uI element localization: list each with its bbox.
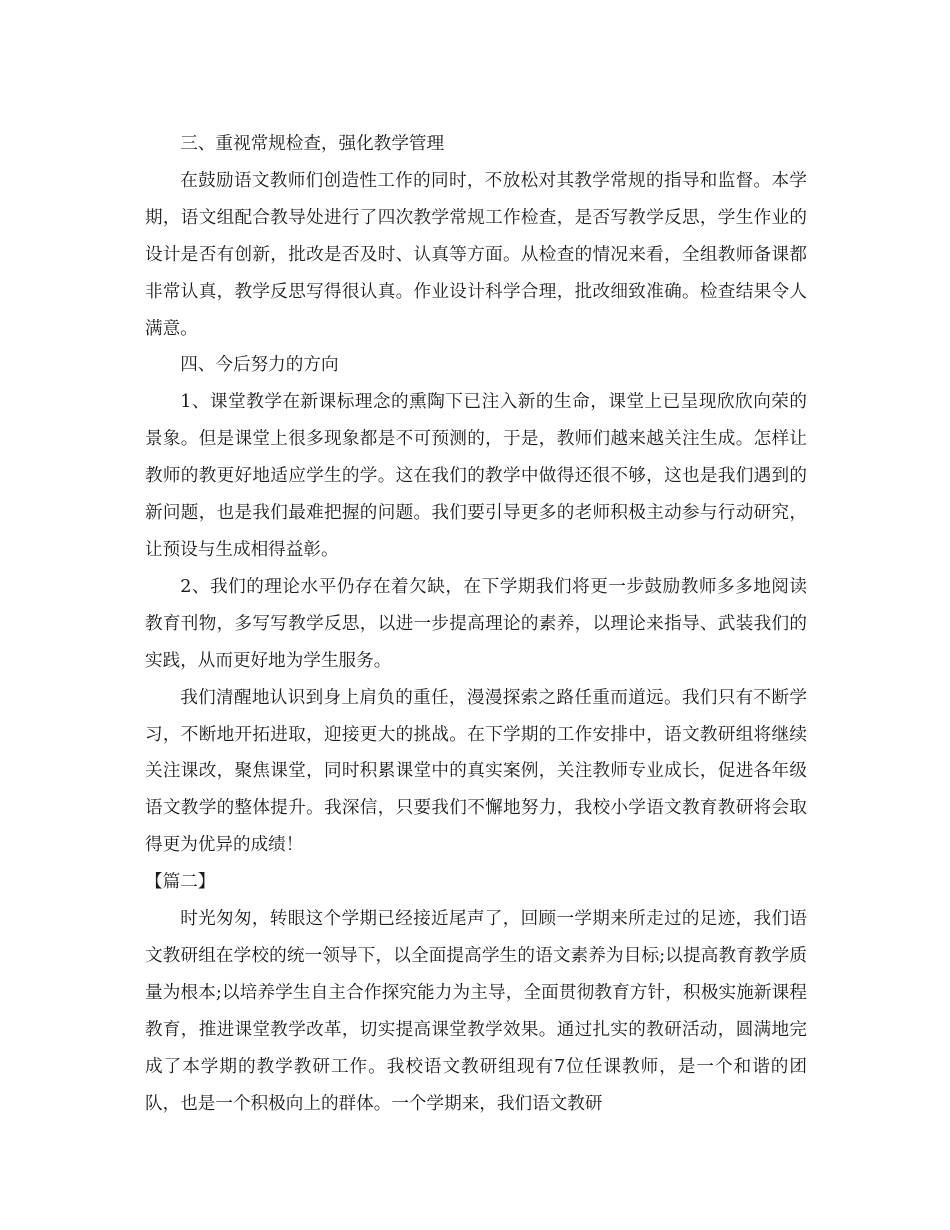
- paragraph-part-2-intro: 时光匆匆，转眼这个学期已经接近尾声了，回顾一学期来所走过的足迹，我们语文教研组在学校的统一领导下，以全面提高学生的语文素养为目标;以提高教育教学质量为根本;以培养学生自主合作探究能力为主导，全面贯彻教育方针，积极实施新课程教育，推进课堂教学改革，切实提高课堂教学效果。通过扎实的教研活动，圆满地完成了本学期的教学教研工作。我校语文教研组现有7位任课教师，是一个和谐的团队，也是一个积极向上的群体。一个学期来，我们语文教研: [145, 909, 807, 1114]
- section-heading-4: 四、今后努力的方向: [180, 355, 339, 376]
- paragraph-point-1: 1、课堂教学在新课标理念的熏陶下已注入新的生命，课堂上已呈现欣欣向荣的景象。但是课堂上很多现象都是不可预测的，于是，教师们越来越关注生成。怎样让教师的教更好地适应学生的学。这在我们的教学中做得还很不够，这也是我们遇到的新问题，也是我们最难把握的问题。我们要引导更多的老师积极主动参与行动研究，让预设与生成相得益彰。: [145, 392, 807, 560]
- paragraph-point-2: 2、我们的理论水平仍存在着欠缺，在下学期我们将更一步鼓励教师多多地阅读教育刊物，多写写教学反思，以进一步提高理论的素养，以理论来指导、武装我们的实践，从而更好地为学生服务。: [145, 576, 807, 671]
- section-heading-3: 三、重视常规检查，强化教学管理: [180, 134, 445, 154]
- document-page: [145, 126, 807, 1122]
- paragraph-routine-check: 在鼓励语文教师们创造性工作的同时，不放松对其教学常规的指导和监督。本学期，语文组配合教导处进行了四次教学常规工作检查，是否写教学反思，学生作业的设计是否有创新，批改是否及时、认真等方面。从检查的情况来看，全组教师备课都非常认真，教学反思写得很认真。作业设计科学合理，批改细致准确。检查结果令人满意。: [145, 170, 807, 339]
- paragraph-conclusion: 我们清醒地认识到身上肩负的重任，漫漫探索之路任重而道远。我们只有不断学习，不断地开拓进取，迎接更大的挑战。在下学期的工作安排中，语文教研组将继续关注课改，聚焦课堂，同时积累课堂中的真实案例，关注教师专业成长，促进各年级语文教学的整体提升。我深信，只要我们不懈地努力，我校小学语文教育教研将会取得更为优异的成绩！: [145, 687, 807, 856]
- chapter-heading-part-2: 【篇二】: [145, 872, 216, 893]
